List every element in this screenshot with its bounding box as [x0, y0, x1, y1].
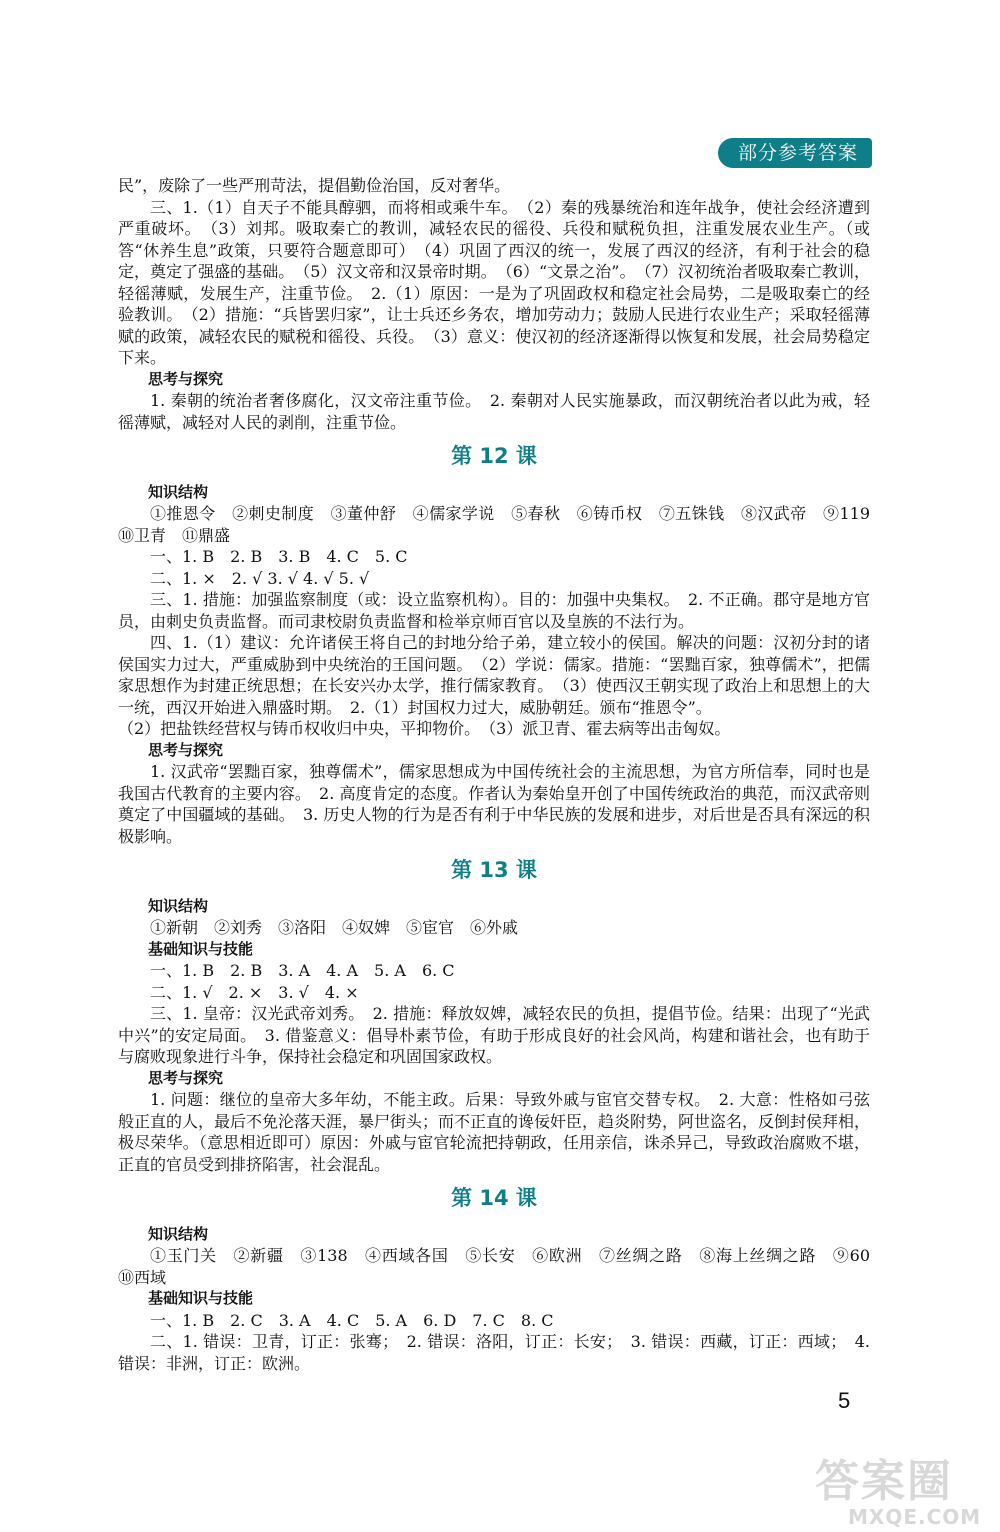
subheading-think: 思考与探究 [148, 369, 224, 388]
page-number: 5 [838, 1388, 851, 1413]
paragraph: 一、1. B 2. C 3. A 4. C 5. A 6. D 7. C 8. C [150, 1310, 554, 1330]
subheading-think: 思考与探究 [148, 740, 224, 759]
subheading-think: 思考与探究 [148, 1068, 224, 1087]
watermark-logo: 答案圈 [815, 1456, 953, 1507]
paragraph: 1. 秦朝的统治者奢侈腐化，汉文帝注重节俭。 2. 秦朝对人民实施暴政，而汉朝统治者以此为戒，轻徭薄赋，减轻对人民的剥削，注重节俭。 [118, 391, 870, 432]
subheading-basic: 基础知识与技能 [148, 1289, 254, 1307]
paragraph: 二、1. 错误：卫青，订正：张骞； 2. 错误：洛阳，订正：长安； 3. 错误：西藏，订正：西域； 4. 错误：非洲，订正：欧洲。 [118, 1332, 870, 1373]
paragraph: 三、1. 措施：加强监察制度（或：设立监察机构）。目的：加强中央集权。 2. 不正确。郡守是地方官员，由刺史负责监督。而司隶校尉负责监督和检举京师百官以及皇族的不法行为。 [118, 590, 870, 631]
paragraph: 民”，废除了一些严刑苛法，提倡勤俭治国，反对奢华。 [118, 176, 511, 195]
answer-content [118, 175, 887, 1374]
paragraph: 三、1. 皇帝：汉光武帝刘秀。 2. 措施：释放奴婢，减轻农民的负担，提倡节俭。结果：出现了“光武中兴”的安定局面。 3. 借鉴意义：倡导朴素节俭，有助于形成良好的社会风尚，构建和谐社会，也有助于与腐败现象进行斗争，保持社会稳定和巩固国家政权。 [118, 1004, 870, 1066]
paragraph: 一、1. B 2. B 3. B 4. C 5. C [150, 547, 408, 566]
lesson-14-title: 第 14 课 [451, 1186, 537, 1210]
lesson-13-title: 第 13 课 [451, 858, 537, 882]
paragraph: 四、1.（1）建议：允许诸侯王将自己的封地分给子弟，建立较小的侯国。解决的问题：汉初分封的诸侯国实力过大，严重威胁到中央统治的王国问题。 （2）学说：儒家。措施：“罢黜百家，独尊儒术”，把儒家思想作为封建正统思想；在长安兴办太学，推行儒家教育。 （3）使西汉王朝实现了政治上和思想上的大一统，西汉开始进入鼎盛时期。 2.（1）封国权力过大，威胁朝廷。颁布“推恩令”。 [118, 633, 870, 717]
paragraph: 二、1. √ 2. × 3. √ 4. × [150, 982, 359, 1002]
paragraph: ①推恩令 ②刺史制度 ③董仲舒 ④儒家学说 ⑤春秋 ⑥铸币权 ⑦五铢钱 ⑧汉武帝 ⑨119 ⑩卫青 ⑪鼎盛 [118, 504, 887, 545]
paragraph: ①玉门关 ②新疆 ③138 ④西域各国 ⑤长安 ⑥欧洲 ⑦丝绸之路 ⑧海上丝绸之路 ⑨60 ⑩西域 [118, 1246, 887, 1287]
paragraph: 二、1. × 2. √ 3. √ 4. √ 5. √ [150, 568, 370, 588]
paragraph: 1. 问题：继位的皇帝大多年幼，不能主政。后果：导致外戚与宦官交替专权。 2. 大意：性格如弓弦般正直的人，最后不免沦落天涯，暴尸街头；而不正直的谗佞奸臣，趋炎附势，阿世盗名，反倒封侯拜相，极尽荣华。（意思相近即可）原因：外戚与宦官轮流把持朝政，任用亲信，诛杀异己，导致政治腐败不堪，正直的官员受到排挤陷害，社会混乱。 [118, 1090, 871, 1174]
watermark-url: MXQE.COM [848, 1505, 982, 1529]
paragraph: 1. 汉武帝“罢黜百家，独尊儒术”，儒家思想成为中国传统社会的主流思想，为官方所信奉，同时也是我国古代教育的主要内容。 2. 高度肯定的态度。作者认为秦始皇开创了中国传统政治的典范，而汉武帝则奠定了中国疆域的基础。 3. 历史人物的行为是否有利于中华民族的发展和进步，对后世是否具有深远的积极影响。 [118, 762, 870, 846]
subheading-knowledge: 知识结构 [148, 1224, 209, 1243]
paragraph: 一、1. B 2. B 3. A 4. A 5. A 6. C [150, 961, 455, 980]
subheading-knowledge: 知识结构 [148, 482, 209, 501]
lesson-12-title: 第 12 课 [451, 444, 537, 468]
paragraph: 三、1.（1）自天子不能具醇驷，而将相或乘牛车。 （2）秦的残暴统治和连年战争，使社会经济遭到严重破坏。 （3）刘邦。吸取秦亡的教训，减轻农民的徭役、兵役和赋税负担，注重发展农业生产。（或答“休养生息”政策，只要符合题意即可） （4）巩固了西汉的统一，发展了西汉的经济，有利于社会的稳定，奠定了强盛的基础。 （5）汉文帝和汉景帝时期。 （6）“文景之治”。 （7）汉初统治者吸取秦亡教训，轻徭薄赋，发展生产，注重节俭。 2.（1）原因：一是为了巩固政权和稳定社会局势，二是吸取秦亡的经验教训。 （2）措施：“兵皆罢归家”，让士兵还乡务农，增加劳动力；鼓励人民进行农业生产；采取轻徭薄赋的政策，减轻农民的赋税和徭役、兵役。 （3）意义：使汉初的经济逐渐得以恢复和发展，社会局势稳定下来。 [118, 197, 870, 367]
paragraph: （2）把盐铁经营权与铸币权收归中央，平抑物价。 （3）派卫青、霍去病等出击匈奴。 [118, 719, 731, 738]
subheading-knowledge: 知识结构 [148, 896, 209, 915]
paragraph: ①新朝 ②刘秀 ③洛阳 ④奴婢 ⑤宦官 ⑥外戚 [150, 918, 519, 937]
section-badge: 部分参考答案 [718, 138, 872, 168]
subheading-basic: 基础知识与技能 [148, 939, 254, 958]
